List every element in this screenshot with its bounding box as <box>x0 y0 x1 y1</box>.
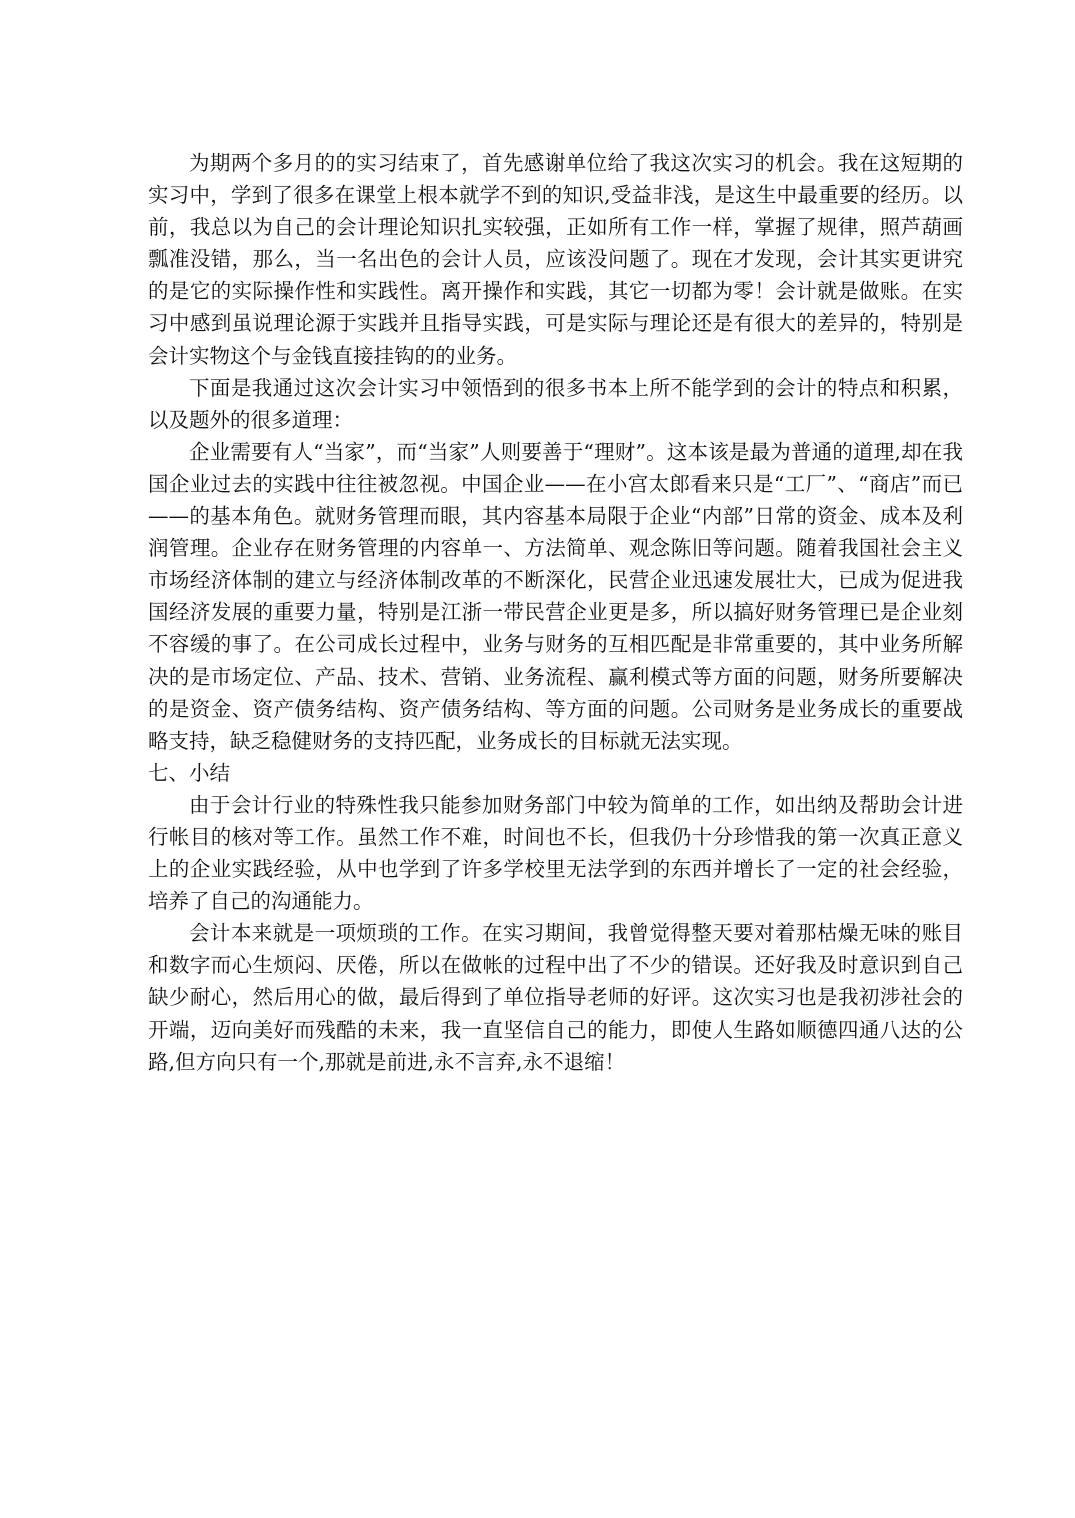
section-heading-summary: 七、小结 <box>148 760 230 785</box>
paragraph-summary-conclusion: 会计本来就是一项烦琐的工作。在实习期间，我曾觉得整天要对着那枯燥无味的账目和数字而心生烦闷、厌倦，所以在做帐的过程中出了不少的错误。还好我及时意识到自己缺少耐心，然后用心的做，最后得到了单位指导老师的好评。这次实习也是我初涉社会的开端，迈向美好而残酷的未来，我一直坚信自己的能力，即使人生路如顺德四通八达的公路,但方向只有一个,那就是前进,永不言弃,永不退缩！ <box>148 921 963 1074</box>
document-body <box>148 147 963 1078</box>
paragraph-lessons-intro: 下面是我通过这次会计实习中领悟到的很多书本上所不能学到的会计的特点和积累，以及题外的很多道理： <box>148 375 963 432</box>
paragraph-summary-work: 由于会计行业的特殊性我只能参加财务部门中较为简单的工作，如出纳及帮助会计进行帐目的核对等工作。虽然工作不难，时间也不长，但我仍十分珍惜我的第一次真正意义上的企业实践经验，从中也学到了许多学校里无法学到的东西并增长了一定的社会经验，培养了自己的沟通能力。 <box>148 792 963 914</box>
paragraph-financial-management: 企业需要有人“当家”，而“当家”人则要善于“理财”。这本该是最为普通的道理,却在我国企业过去的实践中往往被忽视。中国企业——在小宫太郎看来只是“工厂”、“商店”而已——的基本角色。就财务管理而眼，其内容基本局限于企业“内部”日常的资金、成本及利润管理。企业存在财务管理的内容单一、方法简单、观念陈旧等问题。随着我国社会主义市场经济体制的建立与经济体制改革的不断深化，民营企业迅速发展壮大，已成为促进我国经济发展的重要力量，特别是江浙一带民营企业更是多，所以搞好财务管理已是企业刻不容缓的事了。在公司成长过程中，业务与财务的互相匹配是非常重要的，其中业务所解决的是市场定位、产品、技术、营销、业务流程、赢利模式等方面的问题，财务所要解决的是资金、资产债务结构、资产债务结构、等方面的问题。公司财务是业务成长的重要战略支持，缺乏稳健财务的支持匹配，业务成长的目标就无法实现。 <box>148 439 963 753</box>
paragraph-internship-reflection: 为期两个多月的的实习结束了，首先感谢单位给了我这次实习的机会。我在这短期的实习中，学到了很多在课堂上根本就学不到的知识,受益非浅，是这生中最重要的经历。以前，我总以为自己的会计理论知识扎实较强，正如所有工作一样，掌握了规律，照芦葫画瓢准没错，那么，当一名出色的会计人员，应该没问题了。现在才发现，会计其实更讲究的是它的实际操作性和实践性。离开操作和实践，其它一切都为零！会计就是做账。在实习中感到虽说理论源于实践并且指导实践，可是实际与理论还是有很大的差异的，特别是会计实物这个与金钱直接挂钩的的业务。 <box>148 151 963 368</box>
